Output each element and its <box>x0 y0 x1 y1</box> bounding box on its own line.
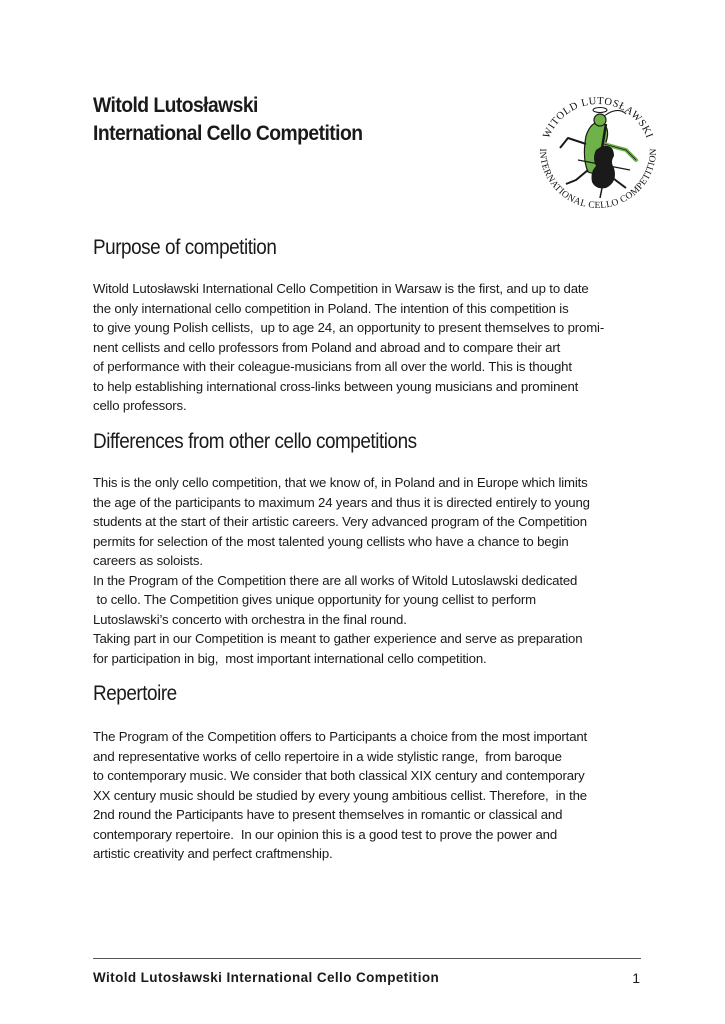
text-line: to give young Polish cellists, up to age 24, an opportunity to present themselves to promi- <box>93 320 605 335</box>
text-line: 2nd round the Participants have to present themselves in romantic or classical and <box>93 807 563 822</box>
text-line: for participation in big, most important international cello competition. <box>93 650 487 666</box>
section-body-purpose <box>93 279 641 416</box>
text-line: to help establishing international cross-links between young musicians and prominent <box>93 378 579 394</box>
text-line: the age of the participants to maximum 24 years and thus it is directed entirely to young <box>93 494 590 510</box>
page-number: 1 <box>632 970 640 986</box>
title-line-2: International Cello Competition <box>93 122 363 145</box>
text-line: Taking part in our Competition is meant to gather experience and serve as preparation <box>93 631 583 646</box>
text-line: contemporary repertoire. In our opinion this is a good test to prove the power and <box>93 826 558 842</box>
section-body-repertoire <box>93 727 641 864</box>
text-line: Lutoslawski’s concerto with orchestra in the final round. <box>93 611 407 627</box>
footer-title: Witold Lutosławski International Cello Competition <box>93 970 440 985</box>
title-line-1: Witold Lutosławski <box>93 94 258 117</box>
text-line: to contemporary music. We consider that both classical XIX century and contemporary <box>93 768 585 783</box>
section-heading-repertoire: Repertoire <box>93 682 177 705</box>
text-line: cello professors. <box>93 398 187 413</box>
text-line: and representative works of cello repertoire in a wide stylistic range, from baroque <box>93 748 562 764</box>
text-line: careers as soloists. <box>93 553 203 568</box>
text-line: students at the start of their artistic careers. Very advanced program of the Competition <box>93 514 587 529</box>
logo-top-text: WITOLD LUTOSŁAWSKI <box>541 95 655 141</box>
document-title <box>93 92 461 148</box>
text-line: of performance with their coleague-musicians from all over the world. This is thought <box>93 359 572 374</box>
text-line: the only international cello competition in Poland. The intention of this competition is <box>93 300 569 316</box>
text-line: This is the only cello competition, that we know of, in Poland and in Europe which limits <box>93 475 588 490</box>
text-line: In the Program of the Competition there are all works of Witold Lutoslawski dedicated <box>93 572 578 588</box>
logo-bottom-text: INTERNATIONAL CELLO COMPETITION <box>536 148 660 212</box>
halo-icon <box>593 108 607 113</box>
text-line: XX century music should be studied by every young ambitious cellist. Therefore, in the <box>93 787 587 803</box>
section-body-differences <box>93 473 641 668</box>
text-line: nent cellists and cello professors from Poland and abroad and to compare their art <box>93 339 561 355</box>
text-line: to cello. The Competition gives unique opportunity for young cellist to perform <box>93 592 536 607</box>
text-line: Witold Lutosławski International Cello Competition in Warsaw is the first, and up to date <box>93 281 589 296</box>
section-heading-differences: Differences from other cello competitions <box>93 430 417 453</box>
section-heading-purpose: Purpose of competition <box>93 236 277 259</box>
text-line: artistic creativity and perfect craftmenship. <box>93 846 333 861</box>
text-line: The Program of the Competition offers to Participants a choice from the most important <box>93 729 588 744</box>
competition-logo <box>526 84 670 228</box>
text-line: permits for selection of the most talented young cellists who have a chance to begin <box>93 533 569 549</box>
footer-divider <box>93 958 641 959</box>
